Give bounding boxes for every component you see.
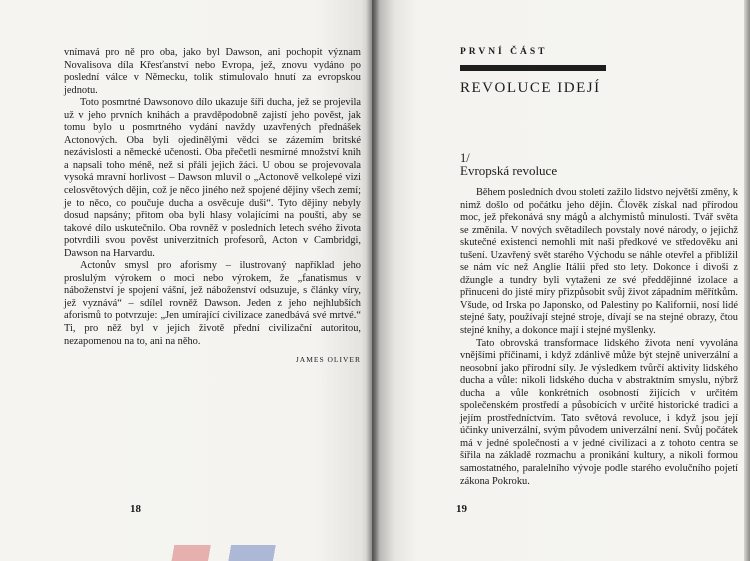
left-paragraph-2: Toto posmrtné Dawsonovo dílo ukazuje šíři ducha, jež se projevila už v jeho prvních knihách a pravděpodobně zajistí jeho pověst, jak tomu bylo u posmrtného vydání navždy uzavřených přednášek Actonových. Oba byli ojedinělými vědci se zázemím britské nezávislosti a německé učenosti. Oba přečetli nesmírné množství knih a napsali toho méně, než si přáli jejich žáci. U obou se projevovala vysoká mravní horlivost – Dawson mluvil o „Actonově velkolepé vizi celosvětových dějin, což je něco jiného než spojené dějiny všech zemí; je to něco, co poučuje ducha a osvěcuje duši“. Tyto dějiny nebyly dosud napsány; přitom oba byli hlasy volajícími na poušti, aby se takové dílo uskutečnilo. Oba rovněž v posledních letech svého života potvrdili svou pověst univerzitních profesorů, Acton v Cambridgi, Dawson na Harvardu. [64,97,361,259]
right-page-body [460,187,738,488]
left-page-body [64,47,361,367]
right-paragraph-2: Tato obrovská transformace lidského života není vyvolána vnějšími příčinami, i když zdánlivě může být stejně univerzální a neosobní jako přírodní síly. Je výsledkem tvůrčí aktivity lidského ducha a vůle: nikoli lidského ducha v abstraktním smyslu, nýbrž ducha a vůle konkrétních osobností žijících v určitém společenském prostředí a působících v určité historické tradici a jejím prostředníctvím. Tato světová revoluce, i když jsou její účinky univerzální, svým původem univerzální není. Svůj počátek má v jedné společnosti a v jedné civilizaci a z tohoto centra se šířila na základě rozmachu a pronikání kultury, a nikoli formou samostatného, paralelního vývoje podle starého evolučního pojetí zákona Pokroku. [460,337,738,487]
right-page-number: 19 [456,503,467,515]
part-label: PRVNÍ ČÁST [460,47,548,57]
book-gutter [366,0,380,561]
chapter-title: Evropská revoluce [460,163,558,178]
chapter-number: 1/ [460,151,470,165]
left-paragraph-3: Actonův smysl pro aforismy – ilustrovaný například jeho proslulým výrokem o moci nebo výrokem, že „fanatismus v náboženství je spojení vášní, jež náboženství odsuzuje, s články víry, jež vyznává“ – sdílel rovněž Dawson. Jeden z jeho nejhlubších aforismů to potvrzuje: „Jen umírající civilizace zanedbává své mrtvé.“ Ti, pro něž byl v jejich životě přední civilizační autoritou, nezapomenou na to, ani na něho. [64,260,361,347]
right-paragraph-1: Během posledních dvou století zažilo lidstvo největší změny, k nimž došlo od počátku jeho dějin. Člověk získal nad přírodou moc, jež překonává sny mágů a alchymistů minulosti. Tvář světa se změnila. V nových světadílech povstaly nové národy, o jejichž skutečné existenci nemohli mít naši předkové ve středověku ani tušení. Uzavřený svět starého Východu se náhle otevřel a přiblížil se nám víc než Anglie Itálii před sto lety. Dokonce i divoši z džungle a tundry byli vytaženi ze své předdějinné izolace a přinuceni do jisté míry přizpůsobit svůj život západním měřítkům. Všude, od Irska po Japonsko, od Palestiny po Kalifornii, nosí lidé stejné šaty, používají stejné stroje, dívají se na stejné obrazy, čtou stejné knihy, a dokonce mají i stejné myšlenky. [460,187,738,337]
part-title: REVOLUCE IDEJÍ [460,80,601,96]
author-signature: JAMES OLIVER [295,355,361,365]
bookmark-ribbon [150,545,350,561]
right-page [372,0,750,561]
left-page-number: 18 [130,503,141,515]
part-rule [460,65,606,71]
left-page [0,0,372,561]
left-paragraph-1: vnímavá pro ně pro oba, jako byl Dawson, ani pochopit význam Novalisova díla Křesťanství nebo Evropa, jež, znovu vydáno po poslední válce v Německu, tolik stimulovalo hnutí za evropskou jednotu. [64,47,361,96]
page-edge-shadow [744,0,750,561]
